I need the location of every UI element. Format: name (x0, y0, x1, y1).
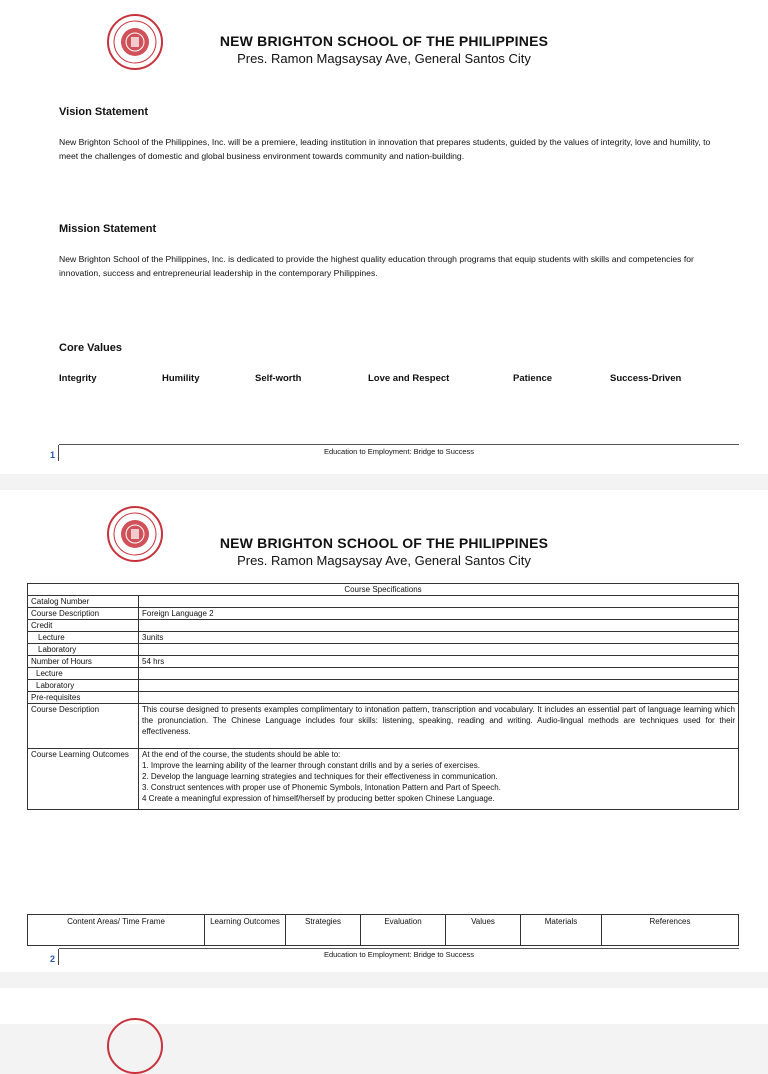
core-values-heading: Core Values (59, 342, 122, 354)
school-name: NEW BRIGHTON SCHOOL OF THE PHILIPPINES (219, 33, 549, 49)
core-value-integrity: Integrity (59, 373, 97, 384)
core-value-humility: Humility (162, 373, 200, 384)
core-value-self-worth: Self-worth (255, 373, 302, 384)
footer-text: Education to Employment: Bridge to Success (323, 447, 475, 456)
course-specifications-table (27, 583, 739, 810)
course-plan-table (27, 914, 739, 946)
table-row (28, 704, 739, 749)
core-value-love-respect: Love and Respect (368, 373, 450, 384)
table-row: Lecture (28, 668, 739, 680)
table-row (28, 749, 739, 810)
col-values: Values (446, 915, 521, 946)
vision-heading: Vision Statement (59, 106, 149, 118)
footer-text: Education to Employment: Bridge to Success (323, 950, 475, 959)
footer-rule (59, 948, 739, 949)
page-number: 1 (49, 450, 55, 460)
col-learning-outcomes: Learning Outcomes (205, 915, 286, 946)
table-row: Course Description Foreign Language 2 (28, 608, 739, 620)
table-row: Number of Hours 54 hrs (28, 656, 739, 668)
mission-heading: Mission Statement (59, 223, 157, 235)
table-row: Credit (28, 620, 739, 632)
table-row: Catalog Number (28, 596, 739, 608)
table-row: Laboratory (28, 680, 739, 692)
learning-outcomes-label: Course Learning Outcomes (28, 749, 139, 810)
col-materials: Materials (521, 915, 602, 946)
school-address: Pres. Ramon Magsaysay Ave, General Santos City (237, 553, 531, 568)
table-row: Laboratory (28, 644, 739, 656)
table-row: Pre-requisites (28, 692, 739, 704)
col-references: References (602, 915, 739, 946)
footer-rule (59, 444, 739, 445)
page-1 (0, 0, 768, 474)
core-value-success-driven: Success-Driven (610, 373, 682, 384)
col-evaluation: Evaluation (361, 915, 446, 946)
page-2 (0, 490, 768, 972)
school-seal-icon (107, 1018, 163, 1074)
col-strategies: Strategies (286, 915, 361, 946)
col-content-areas: Content Areas/ Time Frame (28, 915, 205, 946)
core-value-patience: Patience (513, 373, 553, 384)
school-address: Pres. Ramon Magsaysay Ave, General Santos City (237, 51, 531, 66)
mission-text: New Brighton School of the Philippines, Inc. is dedicated to provide the highest quality education through programs that equip students with skills and competencies for innovation, success and entrepreneurial leadership in the contemporary Philippines. (59, 254, 694, 278)
page-number: 2 (49, 954, 55, 964)
table-row: Lecture 3units (28, 632, 739, 644)
vision-text: New Brighton School of the Philippines, Inc. will be a premiere, leading institution in innovation that prepares students, guided by the values of integrity, love and humility, to meet the challenges of domestic and global business environment towards community and nation-building. (59, 137, 711, 161)
learning-outcomes-list: At the end of the course, the students should be able to: 1. Improve the learning ability of the learner through constant drills and by a series of exercises. 2. Develop the language learning strategies and techniques for their effectiveness in communication. 3. Construct sentences with proper use of Phonemic Symbols, Intonation Pattern and Part of Speech. 4 Create a meaningful expression of himself/herself by producing better spoken Chinese Language. (139, 749, 739, 810)
page-3 (0, 988, 768, 1024)
school-name: NEW BRIGHTON SCHOOL OF THE PHILIPPINES (219, 535, 549, 551)
course-description-text: This course designed to presents examples complimentary to intonation pattern, transcription and vocabulary. It includes an essential part of language learning which the pronunciation. The Chinese Language includes four skills: listening, speaking, reading and writing. Audio-lingual methods are techniques used for their effectiveness. (139, 704, 739, 749)
spec-title: Course Specifications (28, 584, 739, 596)
course-description-label: Course Description (28, 704, 139, 749)
